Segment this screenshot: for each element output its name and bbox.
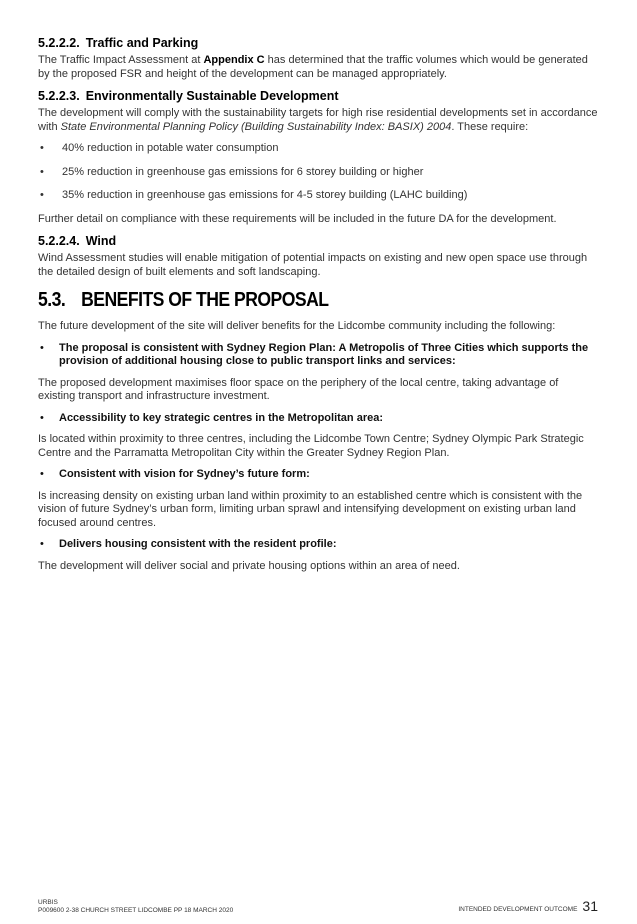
esd-bullet-list [38, 142, 598, 203]
paragraph-traffic: The Traffic Impact Assessment at Appendix C has determined that the traffic volumes which would be generated by the proposed FSR and height of the development can be managed appropriately. [38, 54, 588, 80]
policy-title: State Environmental Planning Policy (Building Sustainability Index: BASIX) 2004 [60, 120, 452, 133]
heading-traffic-parking: 5.2.2.2. Traffic and Parking [38, 36, 199, 50]
bullet-icon: • [40, 411, 44, 424]
bullet-icon: • [40, 165, 44, 178]
paragraph-wind: Wind Assessment studies will enable mitigation of potential impacts on existing and new open space use through the detailed design of built elements and soft landscaping. [38, 252, 588, 278]
footer-right [458, 898, 598, 914]
bullet-icon: • [40, 341, 44, 354]
heading-esd: 5.2.2.3. Environmentally Sustainable Development [38, 89, 339, 103]
benefit-heading: • Delivers housing consistent with the resident profile: [40, 538, 337, 550]
benefit-heading: • Consistent with vision for Sydney’s future form: [40, 468, 310, 480]
paragraph-esd-detail: Further detail on compliance with these requirements will be included in the future DA for the development. [38, 212, 557, 225]
benefit-text: The proposed development maximises floor space on the periphery of the local centre, taking advantage of existing transport and infrastructure investment. [38, 376, 559, 402]
paragraph-esd: The development will comply with the sustainability targets for high rise residential developments set in accordance with State Environmental Planning Policy (Building Sustainability Index: BASIX) 2004. These require: [38, 107, 598, 133]
paragraph-benefits-intro: The future development of the site will deliver benefits for the Lidcombe community including the following: [38, 320, 556, 332]
footer-reference: P009600 2-38 CHURCH STREET LIDCOMBE PP 18 MARCH 2020 [38, 907, 234, 914]
page-number: 31 [582, 898, 598, 914]
appendix-reference: Appendix C [203, 54, 265, 66]
list-item: • 40% reduction in potable water consumption [40, 142, 279, 154]
bullet-icon: • [40, 189, 44, 201]
benefit-text: The development will deliver social and private housing options within an area of need. [38, 559, 460, 572]
benefit-text: Is increasing density on existing urban land within proximity to an established centre which is consistent with the vision of future Sydney’s urban form, limiting urban sprawl and intensifying development on existing urban land focused around centres. [38, 489, 583, 529]
heading-wind: 5.2.2.4. Wind [38, 234, 117, 248]
footer-company: URBIS [38, 899, 58, 906]
bullet-icon: • [40, 468, 44, 480]
benefit-text: Is located within proximity to three centres, including the Lidcombe Town Centre; Sydney Olympic Park Strategic Centre and the Parramatta Metropolitan City within the Greater Sydney Region Plan. [38, 433, 584, 459]
section-heading-benefits: 5.3. BENEFITS OF THE PROPOSAL [38, 289, 329, 311]
bullet-icon: • [40, 538, 44, 550]
benefit-heading: • The proposal is consistent with Sydney Region Plan: A Metropolis of Three Cities which supports the provision of additional housing close to public transport links and services: [40, 341, 589, 367]
bullet-icon: • [40, 142, 44, 154]
list-item: • 25% reduction in greenhouse gas emissions for 6 storey building or higher [40, 165, 424, 178]
footer-section: INTENDED DEVELOPMENT OUTCOME [458, 906, 578, 913]
footer-left [38, 899, 233, 915]
list-item: • 35% reduction in greenhouse gas emissions for 4-5 storey building (LAHC building) [40, 189, 468, 201]
benefit-heading: • Accessibility to key strategic centres in the Metropolitan area: [40, 411, 383, 424]
page-content [38, 36, 598, 581]
